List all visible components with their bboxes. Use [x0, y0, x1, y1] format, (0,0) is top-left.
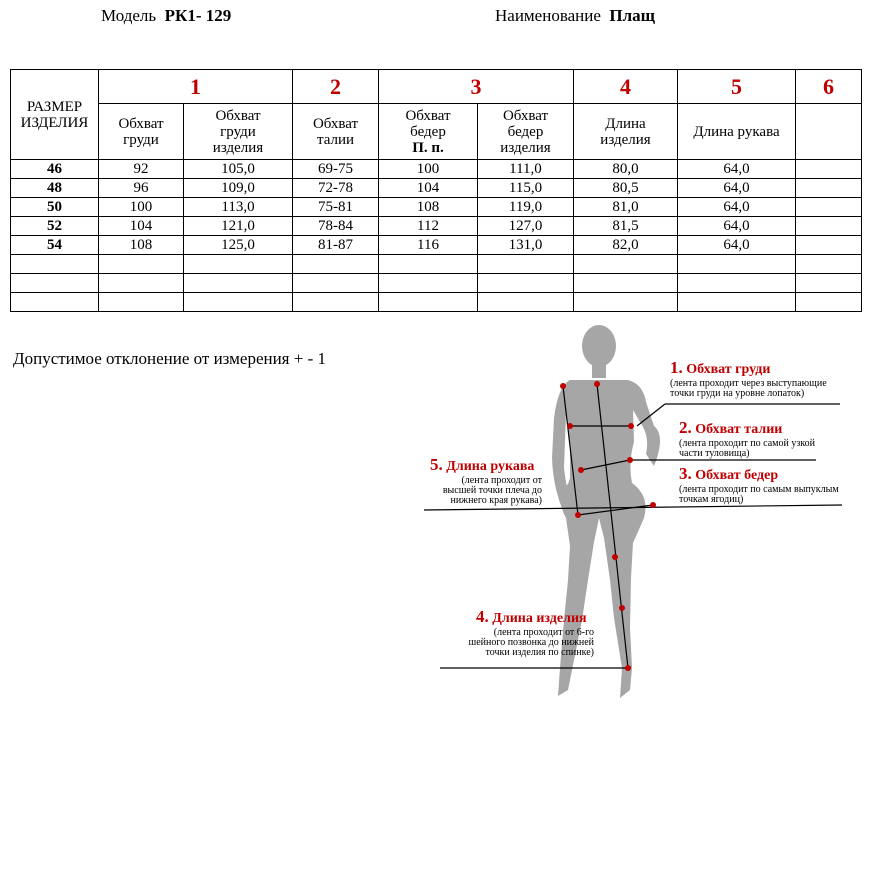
measurement-cell — [796, 160, 862, 179]
subheader-line: Длина рукава — [693, 123, 780, 140]
size-cell: 52 — [11, 217, 99, 236]
marker-dot — [625, 665, 631, 671]
measurement-cell — [796, 274, 862, 293]
marker-dot — [627, 457, 633, 463]
measurement-cell: 113,0 — [184, 198, 293, 217]
subheader-line: изделия — [500, 139, 551, 156]
subheader-line: Обхват — [502, 107, 549, 124]
subheader-line: П. п. — [412, 139, 444, 156]
column-number: 4 — [574, 70, 678, 104]
measurement-cell: 131,0 — [478, 236, 574, 255]
measurement-cell — [574, 293, 678, 312]
product-name-value: Плащ — [609, 6, 656, 25]
measurement-cell: 125,0 — [184, 236, 293, 255]
measurement-cell: 100 — [379, 160, 478, 179]
measurement-cell: 82,0 — [574, 236, 678, 255]
measurement-cell: 119,0 — [478, 198, 574, 217]
table-row — [11, 217, 862, 236]
label-description: точкам ягодиц) — [679, 494, 744, 505]
measurement-cell: 72-78 — [293, 179, 379, 198]
column-number-row — [11, 70, 862, 104]
measurement-cell — [379, 255, 478, 274]
label-description: (лента проходит по самым выпуклым — [679, 484, 839, 495]
label-description: точки изделия по спинке) — [485, 647, 594, 658]
marker-dot — [612, 554, 618, 560]
measurement-cell — [293, 293, 379, 312]
label-description: высшей точки плеча до — [442, 485, 542, 496]
label-title: Длина рукава — [446, 459, 535, 474]
measurement-cell: 92 — [99, 160, 184, 179]
product-name-header — [495, 6, 655, 26]
column-subheader — [478, 104, 574, 160]
measurement-cell — [184, 255, 293, 274]
measurement-cell — [574, 255, 678, 274]
size-cell — [11, 274, 99, 293]
table-row — [11, 255, 862, 274]
measurement-cell: 64,0 — [678, 217, 796, 236]
measurement-cell — [184, 274, 293, 293]
measurement-cell: 80,5 — [574, 179, 678, 198]
measurement-cell: 109,0 — [184, 179, 293, 198]
column-number: 1 — [99, 70, 293, 104]
column-number: 6 — [796, 70, 862, 104]
measurement-cell — [99, 293, 184, 312]
label-description: (лента проходит от 6-го — [493, 627, 594, 638]
svg-text:3. Обхват бедер — [679, 464, 778, 483]
measurement-cell: 80,0 — [574, 160, 678, 179]
label-number: 2. — [679, 418, 692, 437]
body-measurement-diagram — [418, 318, 858, 718]
measurement-cell — [293, 274, 379, 293]
label-description: (лента проходит от — [461, 475, 542, 486]
subheader-line: Обхват — [215, 107, 261, 124]
measurement-cell — [796, 255, 862, 274]
label-number: 5. — [430, 455, 443, 474]
measurement-cell — [99, 274, 184, 293]
label-garment-length — [469, 607, 595, 658]
measurement-cell: 81-87 — [293, 236, 379, 255]
size-cell: 50 — [11, 198, 99, 217]
subheader-line: Обхват — [405, 107, 451, 124]
subheader-line: Обхват — [312, 115, 359, 132]
subheader-line: талии — [316, 131, 355, 148]
label-description: нижнего края рукава) — [450, 495, 542, 506]
column-number: 3 — [379, 70, 574, 104]
measurement-cell: 81,0 — [574, 198, 678, 217]
measurement-cell — [184, 293, 293, 312]
measurement-cell: 104 — [99, 217, 184, 236]
measurement-cell: 75-81 — [293, 198, 379, 217]
measurement-cell — [478, 293, 574, 312]
marker-dot — [578, 467, 584, 473]
measurement-cell — [796, 217, 862, 236]
model-header — [101, 6, 231, 26]
measurement-cell: 104 — [379, 179, 478, 198]
size-cell — [11, 255, 99, 274]
table-row — [11, 160, 862, 179]
measurement-cell: 81,5 — [574, 217, 678, 236]
product-name-label: Наименование — [495, 6, 601, 25]
subheader-line: изделия — [212, 139, 264, 156]
model-value: РК1- 129 — [164, 6, 232, 25]
label-description: точки груди на уровне лопаток) — [670, 388, 805, 399]
label-description: шейного позвонка до нижней — [468, 637, 594, 648]
label-description: (лента проходит по самой узкой — [679, 438, 815, 449]
label-description: части туловища) — [679, 448, 750, 459]
measurement-cell — [796, 236, 862, 255]
measurement-cell — [574, 274, 678, 293]
measurement-cell — [796, 198, 862, 217]
label-waist — [679, 418, 816, 459]
measurement-cell — [379, 274, 478, 293]
measurement-cell — [796, 179, 862, 198]
size-cell — [11, 293, 99, 312]
subheader-line: изделия — [600, 131, 651, 148]
measurement-cell — [678, 293, 796, 312]
label-hips — [679, 464, 839, 505]
tolerance-note: Допустимое отклонение от измерения + - 1 — [13, 349, 326, 368]
size-header-line: РАЗМЕР — [26, 98, 83, 115]
measurement-cell — [99, 255, 184, 274]
measurement-cell — [796, 293, 862, 312]
table-row — [11, 179, 862, 198]
label-number: 3. — [679, 464, 692, 483]
measurement-cell: 100 — [99, 198, 184, 217]
model-label: Модель — [101, 6, 157, 25]
measurement-cell — [293, 255, 379, 274]
measurement-cell — [678, 274, 796, 293]
marker-dot — [628, 423, 634, 429]
label-description: (лента проходит через выступающие — [670, 378, 827, 389]
table-row — [11, 274, 862, 293]
subheader-line: груди — [123, 131, 159, 148]
marker-dot — [567, 423, 573, 429]
marker-dot — [619, 605, 625, 611]
measurement-cell: 64,0 — [678, 160, 796, 179]
marker-dot — [575, 512, 581, 518]
label-title: Длина изделия — [492, 611, 587, 626]
label-number: 1. — [670, 358, 683, 377]
marker-dot — [594, 381, 600, 387]
column-subheader — [293, 104, 379, 160]
size-cell: 46 — [11, 160, 99, 179]
table-row — [11, 236, 862, 255]
measurement-cell: 112 — [379, 217, 478, 236]
size-header-line: ИЗДЕЛИЯ — [20, 114, 89, 131]
measurement-cell: 127,0 — [478, 217, 574, 236]
measurement-cell: 96 — [99, 179, 184, 198]
subheader-line: Длина — [605, 115, 646, 132]
measurement-cell — [678, 255, 796, 274]
svg-text:2. Обхват талии — [679, 418, 782, 437]
measurement-cell: 69-75 — [293, 160, 379, 179]
measurement-cell: 108 — [99, 236, 184, 255]
measurement-cell: 64,0 — [678, 236, 796, 255]
column-subheader — [184, 104, 293, 160]
label-title: Обхват бедер — [695, 468, 779, 483]
column-subheader — [574, 104, 678, 160]
size-rows — [11, 160, 862, 312]
column-subheader — [379, 104, 478, 160]
table-row — [11, 293, 862, 312]
measurement-cell: 111,0 — [478, 160, 574, 179]
label-number: 4. — [476, 607, 489, 626]
size-chart-table — [10, 69, 862, 312]
column-subheader — [99, 104, 184, 160]
measurement-cell: 78-84 — [293, 217, 379, 236]
measurement-cell — [478, 274, 574, 293]
subheader-line: бедер — [507, 123, 544, 140]
column-subheader — [678, 104, 796, 160]
measurement-cell — [478, 255, 574, 274]
subheader-line: Обхват — [118, 115, 164, 132]
label-sleeve — [430, 455, 543, 506]
marker-dot — [560, 383, 566, 389]
label-chest — [670, 358, 827, 399]
size-cell: 54 — [11, 236, 99, 255]
label-title: Обхват груди — [686, 362, 771, 377]
measurement-cell: 116 — [379, 236, 478, 255]
measurement-cell — [379, 293, 478, 312]
subheader-line: груди — [220, 123, 256, 140]
measurement-cell: 108 — [379, 198, 478, 217]
size-header-cell — [11, 70, 99, 160]
column-subheader — [796, 104, 862, 160]
subheader-row — [11, 104, 862, 160]
marker-dot — [650, 502, 656, 508]
measurement-cell: 64,0 — [678, 179, 796, 198]
size-cell: 48 — [11, 179, 99, 198]
column-number: 5 — [678, 70, 796, 104]
column-number: 2 — [293, 70, 379, 104]
subheader-line: бедер — [410, 123, 446, 140]
svg-text:1. Обхват груди — [670, 358, 770, 377]
measurement-cell: 121,0 — [184, 217, 293, 236]
label-title: Обхват талии — [695, 422, 783, 437]
measurement-cell: 64,0 — [678, 198, 796, 217]
measurement-cell: 115,0 — [478, 179, 574, 198]
svg-text:5. Длина рукава — [430, 455, 534, 474]
measurement-cell: 105,0 — [184, 160, 293, 179]
table-row — [11, 198, 862, 217]
